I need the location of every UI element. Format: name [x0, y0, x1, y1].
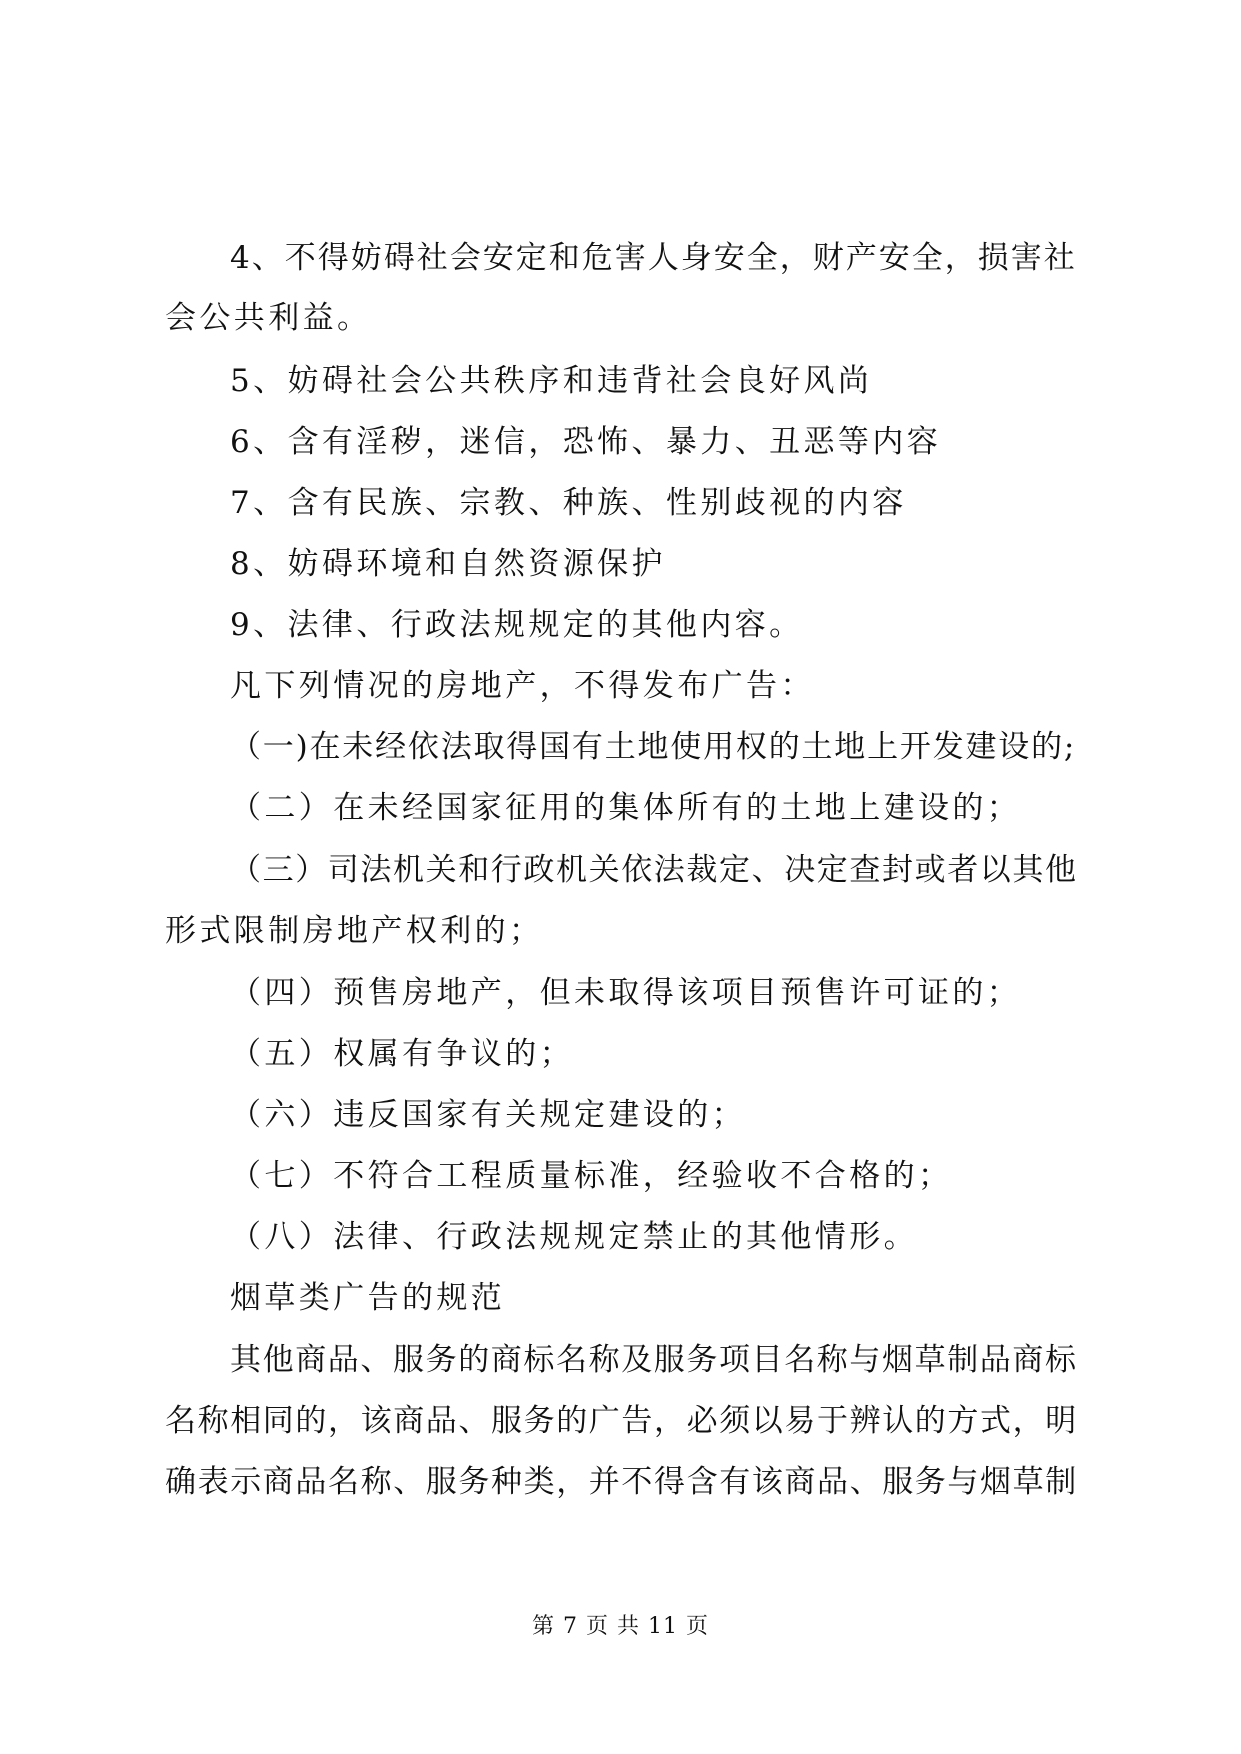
paragraph-line: 名称相同的，该商品、服务的广告，必须以易于辨认的方式，明	[165, 1403, 1078, 1439]
list-item: （四）预售房地产，但未取得该项目预售许可证的；	[230, 975, 1022, 1011]
page-number-footer: 第 7 页 共 11 页	[532, 1614, 709, 1639]
list-item: （七）不符合工程质量标准，经验收不合格的；	[230, 1158, 953, 1194]
paragraph-line: 8、妨碍环境和自然资源保护	[230, 546, 666, 582]
list-item: （二）在未经国家征用的集体所有的土地上建设的；	[230, 790, 1022, 826]
list-item: （一)在未经依法取得国有土地使用权的土地上开发建设的;	[230, 729, 1077, 765]
paragraph-line: 5、妨碍社会公共秩序和违背社会良好风尚	[230, 363, 873, 399]
paragraph-line: 会公共利益。	[165, 300, 372, 336]
paragraph-line: 凡下列情况的房地产，不得发布广告：	[230, 668, 815, 704]
list-item: （三）司法机关和行政机关依法裁定、决定查封或者以其他	[230, 852, 1078, 888]
section-heading: 烟草类广告的规范	[230, 1280, 506, 1316]
list-item: （八）法律、行政法规规定禁止的其他情形。	[230, 1219, 918, 1255]
paragraph-line: 确表示商品名称、服务种类，并不得含有该商品、服务与烟草制	[165, 1464, 1078, 1500]
list-item: （五）权属有争议的；	[230, 1036, 574, 1072]
paragraph-line: 9、法律、行政法规规定的其他内容。	[230, 607, 804, 643]
paragraph-line: 4、不得妨碍社会安定和危害人身安全，财产安全，损害社	[230, 240, 1077, 276]
list-item: 形式限制房地产权利的；	[165, 913, 544, 949]
list-item: （六）违反国家有关规定建设的；	[230, 1097, 746, 1133]
paragraph-line: 6、含有淫秽，迷信，恐怖、暴力、丑恶等内容	[230, 424, 942, 460]
paragraph-line: 7、含有民族、宗教、种族、性别歧视的内容	[230, 485, 907, 521]
paragraph-line: 其他商品、服务的商标名称及服务项目名称与烟草制品商标	[230, 1342, 1078, 1378]
